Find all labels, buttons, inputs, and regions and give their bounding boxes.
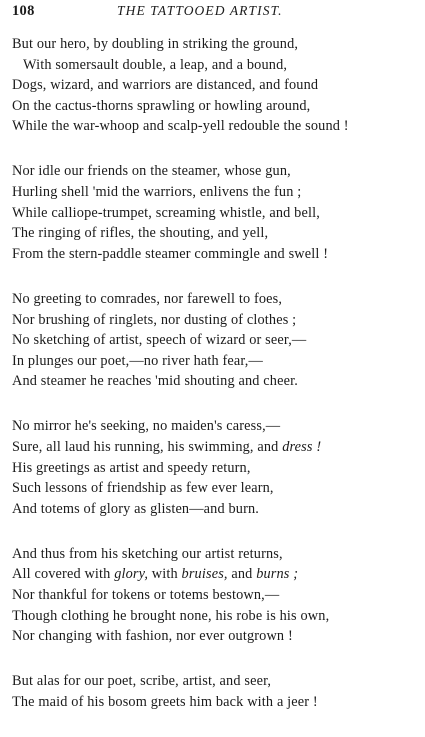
poem-line: The ringing of rifles, the shouting, and yell, [12, 225, 269, 242]
page-header [12, 3, 417, 23]
stanza-3 [12, 289, 417, 392]
poem-line: In plunges our poet,—no river hath fear,— [12, 352, 263, 369]
poem-line: The maid of his bosom greets him back with a jeer ! [12, 693, 318, 710]
poem-line-italic: glory, [114, 566, 149, 583]
poem-line: No sketching of artist, speech of wizard or seer,— [12, 332, 307, 349]
poem-line: No greeting to comrades, nor farewell to foes, [12, 290, 283, 307]
stanza-6 [12, 671, 417, 712]
poem-line: While the war-whoop and scalp-yell redouble the sound ! [12, 118, 349, 135]
poem-line: From the stern-paddle steamer commingle and swell ! [12, 245, 329, 262]
poem-line-text: and [227, 566, 257, 583]
poem-line-text: Sure, all laud his running, his swimming, and [12, 439, 283, 455]
page-number: 108 [12, 3, 35, 19]
poem-line: No mirror he's seeking, no maiden's caress,— [12, 418, 281, 435]
poem-line: While calliope-trumpet, screaming whistle, and bell, [12, 204, 320, 221]
poem-line-italic: dress ! [282, 439, 322, 455]
poem-line: Hurling shell 'mid the warriors, enlivens the fun ; [12, 184, 302, 201]
poem-line: Dogs, wizard, and warriors are distanced, and found [12, 77, 319, 94]
poem-line: Nor idle our friends on the steamer, whose gun, [12, 163, 291, 180]
poem-line: Nor brushing of ringlets, nor dusting of clothes ; [12, 311, 297, 328]
poem-line: Nor thankful for tokens or totems bestown,— [12, 587, 280, 604]
poem-line-italic: burns ; [256, 566, 299, 583]
stanza-1 [12, 34, 417, 137]
running-title: THE TATTOOED ARTIST. [117, 3, 283, 18]
poem-line: On the cactus-thorns sprawling or howling around, [12, 97, 311, 114]
poem-line [12, 564, 417, 585]
poem-line: His greetings as artist and speedy return, [12, 459, 251, 476]
poem-line [12, 437, 417, 458]
poem-line-italic: bruises, [181, 566, 228, 583]
poem-line-text: All covered with [12, 566, 115, 583]
poem-line: Nor changing with fashion, nor ever outgrown ! [12, 628, 293, 645]
poem-line: And steamer he reaches 'mid shouting and cheer. [12, 373, 298, 390]
poem-body [12, 34, 417, 737]
stanza-2 [12, 161, 417, 264]
poem-line: But alas for our poet, scribe, artist, and seer, [12, 673, 272, 690]
stanza-4 [12, 416, 417, 519]
poem-line: Though clothing he brought none, his robe is his own, [12, 607, 330, 624]
poem-line: Such lessons of friendship as few ever learn, [12, 480, 274, 497]
poem-line: And totems of glory as glisten—and burn. [12, 500, 260, 517]
poem-line: But our hero, by doubling in striking the ground, [12, 36, 299, 52]
poem-line-text: with [148, 566, 182, 583]
poem-line: And thus from his sketching our artist returns, [12, 545, 283, 562]
stanza-5 [12, 544, 417, 647]
poem-line: With somersault double, a leap, and a bound, [23, 56, 288, 73]
